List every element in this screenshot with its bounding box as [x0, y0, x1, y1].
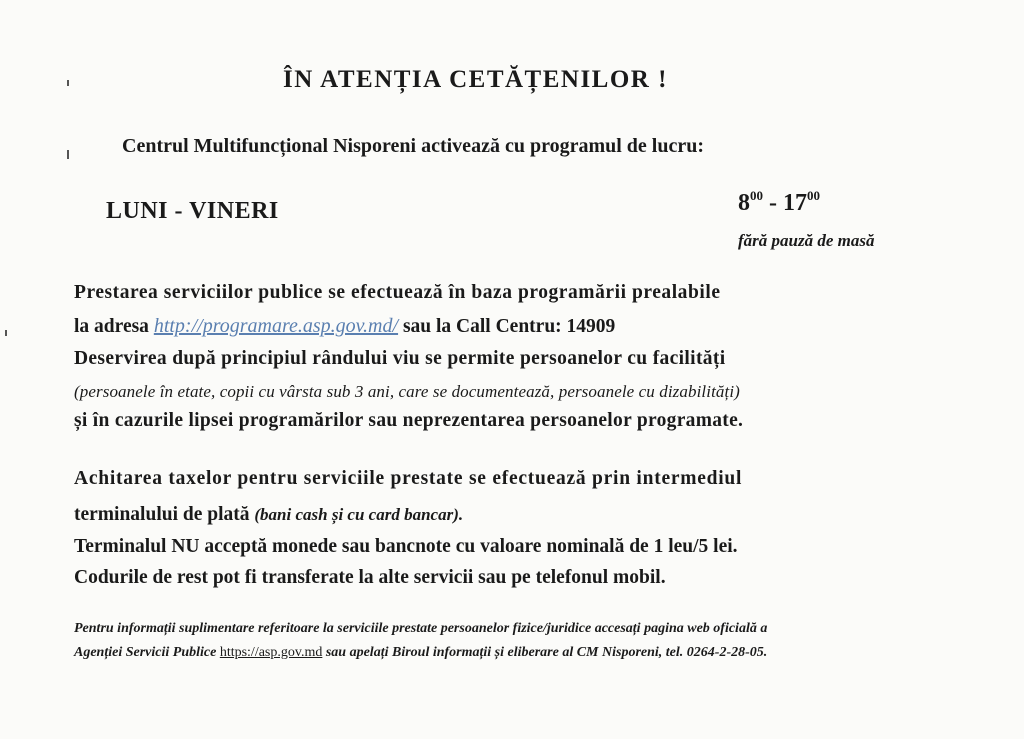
working-hours: [738, 188, 820, 217]
hours-separator: -: [763, 190, 783, 216]
end-minutes: 00: [807, 188, 820, 203]
para3-line3: Terminalul NU acceptă monede sau bancnote cu valoare nominală de 1 leu/5 lei.: [74, 536, 738, 557]
scan-mark: [67, 150, 69, 159]
working-days: LUNI - VINERI: [106, 198, 279, 224]
start-minutes: 00: [750, 188, 763, 203]
scan-mark: [5, 330, 7, 336]
para1-line1: Prestarea serviciilor publice se efectuează în baza programării prealabile: [74, 282, 721, 303]
para2-line2: [74, 381, 740, 403]
footer-line2: [74, 645, 767, 661]
para1-line2-prefix: la adresa: [74, 316, 154, 337]
start-hour: 8: [738, 190, 750, 216]
programare-link[interactable]: http://programare.asp.gov.md/: [153, 315, 399, 337]
para1-line2-suffix: sau la Call Centru: 14909: [398, 316, 616, 337]
footer-line2-prefix: Agenției Servicii Publice: [74, 645, 220, 660]
para2-line2-text: (persoanele în etate, copii cu vârsta sub 3 ani, care se documentează, persoanele cu dizabilități): [74, 382, 740, 401]
para3-line2-italic: (bani cash și cu card bancar).: [254, 505, 464, 524]
para2-line1: Deservirea după principiul rândului viu se permite persoanelor cu facilități: [74, 348, 726, 369]
no-lunch-break-note: fără pauză de masă: [738, 231, 875, 250]
notice-title: ÎN ATENȚIA CETĂȚENILOR !: [283, 66, 668, 93]
notice-subtitle: Centrul Multifuncțional Nisporeni activează cu programul de lucru:: [122, 135, 705, 157]
para3-line2: [74, 504, 463, 526]
para1-line2: [74, 315, 615, 338]
para3-line4: Codurile de rest pot fi transferate la alte servicii sau pe telefonul mobil.: [74, 567, 666, 588]
footer-line2-suffix: sau apelați Biroul informații și eliberare al CM Nisporeni, tel. 0264-2-28-05.: [322, 645, 768, 660]
para3-line2-prefix: terminalului de plată: [74, 504, 255, 525]
asp-website-link[interactable]: https://asp.gov.md: [219, 645, 323, 660]
end-hour: 17: [783, 190, 807, 216]
para2-line3: și în cazurile lipsei programărilor sau neprezentarea persoanelor programate.: [74, 410, 744, 431]
footer-line1: Pentru informații suplimentare referitoare la serviciile prestate persoanelor fizice/juridice accesați pagina web oficială a: [74, 621, 768, 636]
scan-mark: [67, 80, 69, 86]
para3-line1: Achitarea taxelor pentru serviciile prestate se efectuează prin intermediul: [74, 468, 743, 489]
